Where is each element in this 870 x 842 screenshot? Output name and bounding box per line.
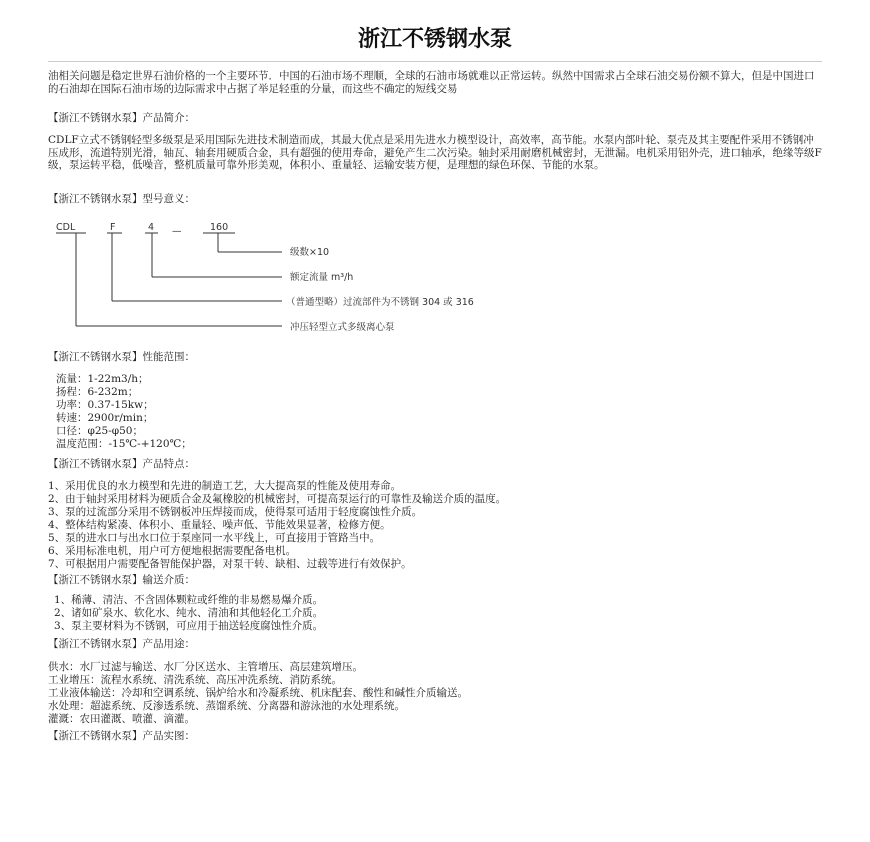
feature-item: 2、由于轴封采用材料为硬质合金及氟橡胶的机械密封，可提高泵运行的可靠性及输送介质的温度。 [48,493,507,505]
feature-item: 3、泵的过流部分采用不锈钢板冲压焊接而成，使得泵可适用于轻度腐蚀性介质。 [48,506,423,518]
section-heading-features: 【浙江不锈钢水泵】产品特点： [48,458,195,470]
media-item: 2、诸如矿泉水、软化水、纯水、清油和其他轻化工介质。 [54,607,324,619]
feature-item: 5、泵的进水口与出水口位于泵座同一水平线上，可直接用于管路当中。 [48,532,381,544]
title-divider [48,61,822,62]
section-heading-performance: 【浙江不锈钢水泵】性能范围： [48,351,195,363]
model-code-stages: 160 [210,222,229,233]
performance-item: 流量：1-22m3/h； [56,373,149,385]
use-item: 供水：水厂过滤与输送、水厂分区送水、主管增压、高层建筑增压。 [48,661,363,673]
performance-item: 口径：φ25-φ50； [56,425,143,437]
use-item: 水处理：超滤系统、反渗透系统、蒸馏系统、分离器和游泳池的水处理系统。 [48,700,405,712]
model-code-f: F [110,222,116,233]
model-code-dash: — [172,226,182,237]
section-heading-intro: 【浙江不锈钢水泵】产品简介： [48,112,195,124]
feature-item: 6、采用标准电机，用户可方便地根据需要配备电机。 [48,545,297,557]
section-heading-model: 【浙江不锈钢水泵】型号意义： [48,193,195,205]
intro-paragraph: 油相关问题是稳定世界石油价格的一个主要环节．中国的石油市场不理顺，全球的石油市场就难以正常运转。纵然中国需求占全球石油交易份额不算大，但是中国进口的石油却在国际石油市场的边际需求中占据了举足轻重的分量，而这些不确定的短线交易 [48,70,815,95]
use-item: 工业液体输送：冷却和空调系统、锅炉给水和冷凝系统、机床配套、酸性和碱性介质输送。 [48,687,468,699]
section-heading-photos: 【浙江不锈钢水泵】产品实图： [48,730,195,742]
feature-item: 4、整体结构紧凑、体积小、重量轻、噪声低、节能效果显著，检修方便。 [48,519,391,531]
model-label-material: （普通型略）过流部件为不锈钢 304 或 316 [286,297,474,308]
feature-item: 1、采用优良的水力模型和先进的制造工艺，大大提高泵的性能及使用寿命。 [48,480,402,492]
performance-item: 功率：0.37-15kw； [56,399,154,411]
section-heading-uses: 【浙江不锈钢水泵】产品用途： [48,638,195,650]
model-code-cdl: CDL [56,222,76,233]
model-label-flow: 额定流量 m³/h [290,272,354,283]
model-code-flow: 4 [148,222,155,233]
product-intro-paragraph: CDLF立式不锈钢轻型多级泵是采用国际先进技术制造而成，其最大优点是采用先进水力模型设计，高效率，高节能。水泵内部叶轮、泵壳及其主要配件采用不锈钢冲压成形，流道特别光滑，轴瓦、轴套用硬质合金，具有超强的使用寿命，避免产生二次污染。轴封采用耐磨机械密封，无泄漏。电机采用铝外壳，进口轴承，绝缘等级F级，泵运转平稳，低噪音，整机质量可靠外形美观，体积小、重量轻、运输安装方便，是理想的绿色环保、节能的水泵。 [48,134,822,172]
media-item: 3、泵主要材料为不锈钢，可应用于抽送轻度腐蚀性介质。 [54,620,324,632]
use-item: 工业增压：流程水系统、清洗系统、高压冲洗系统、消防系统。 [48,674,342,686]
model-label-stages: 级数×10 [290,247,330,258]
media-item: 1、稀薄、清洁、不含固体颗粒或纤维的非易燃易爆介质。 [54,594,324,606]
model-label-type: 冲压轻型立式多级离心泵 [290,322,395,333]
performance-item: 温度范围：-15℃-+120℃； [56,438,192,450]
page-title: 浙江不锈钢水泵 [357,27,512,52]
performance-item: 扬程：6-232m； [56,386,139,398]
section-heading-media: 【浙江不锈钢水泵】输送介质： [48,574,195,586]
performance-item: 转速：2900r/min； [56,412,154,424]
feature-item: 7、可根据用户需要配备智能保护器，对泵干转、缺相、过载等进行有效保护。 [48,558,412,570]
model-code-diagram [50,222,570,337]
use-item: 灌溉：农田灌溉、喷灌、滴灌。 [48,713,195,725]
